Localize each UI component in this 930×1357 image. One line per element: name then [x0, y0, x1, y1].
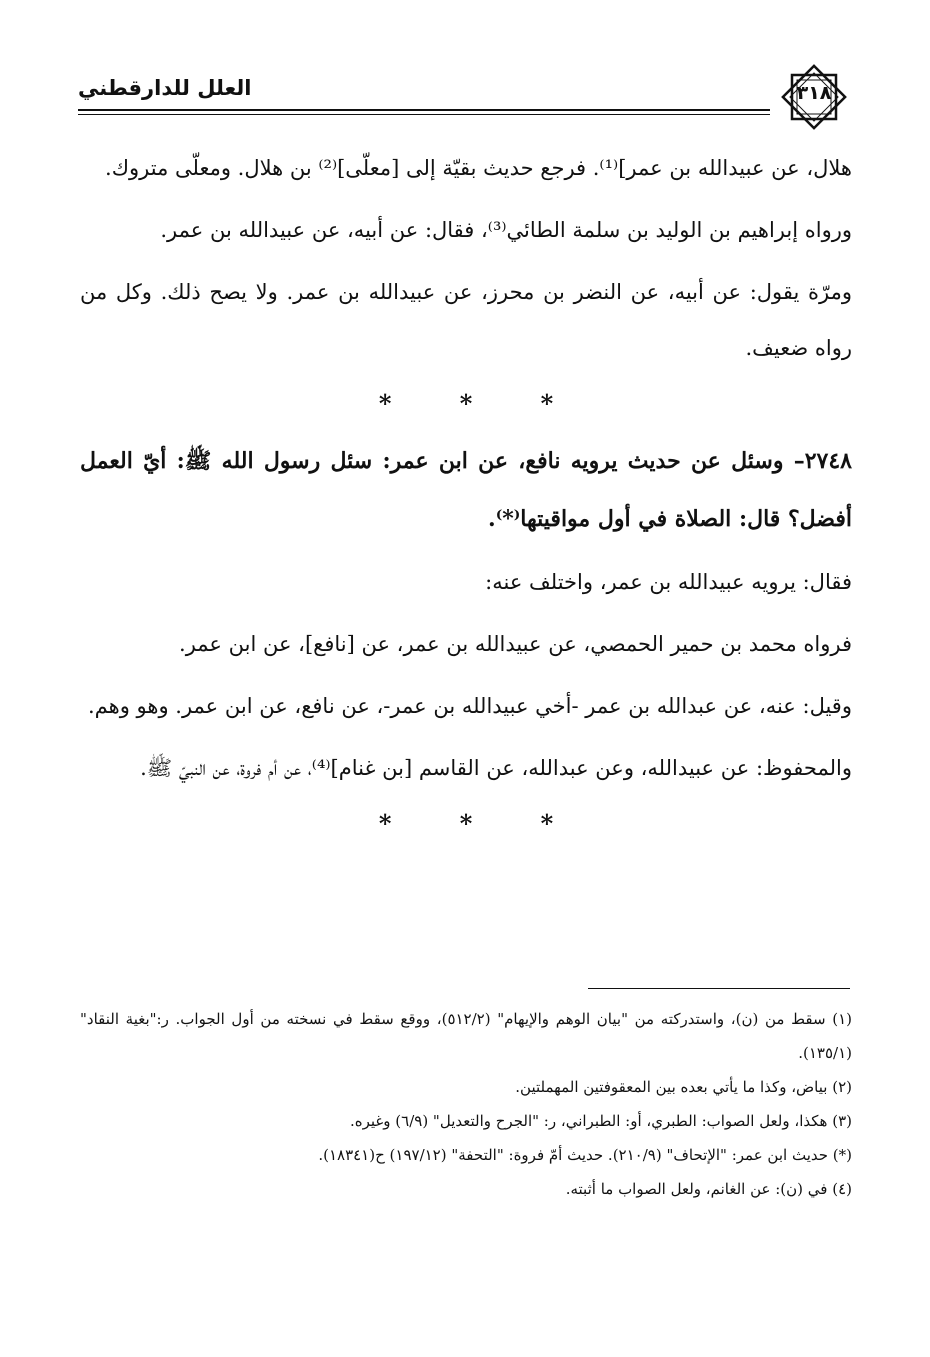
page-number: ٣١٨	[796, 82, 832, 104]
footnote: (٤) في (ن): عن الغانم، ولعل الصواب ما أثبته.	[565, 1180, 852, 1198]
paragraph: وقيل: عنه، عن عبدالله بن عمر -أخي عبيدالله بن عمر-، عن نافع، عن ابن عمر. وهو وهم.	[88, 694, 852, 718]
entry-text: وسئل عن حديث يرويه نافع، عن ابن عمر: سئل رسول الله ﷺ: أيّ العمل أفضل؟ قال: الصلاة في أول مواقيتها⁽*⁾.	[80, 448, 852, 532]
footnote: (*) حديث ابن عمر: "الإتحاف" (٢١٠/٩). حديث أمّ فروة: "التحفة" (١٩٧/١٢) ح(١٨٣٤١).	[318, 1146, 852, 1164]
entry-question	[80, 432, 852, 548]
paragraph: والمحفوظ: عن عبيدالله، وعن عبدالله، عن القاسم [بن غنام]⁽⁴⁾، عن أم فروة، عن النبيّ ﷺ.	[140, 756, 852, 780]
paragraph: هلال، عن عبيدالله بن عمر]⁽¹⁾. فرجع حديث بقيّة إلى [معلّى]⁽²⁾ بن هلال. ومعلّى متروك.	[105, 156, 852, 180]
header-rule	[78, 109, 770, 111]
paragraph: ورواه إبراهيم بن الوليد بن سلمة الطائي⁽³⁾، فقال: عن أبيه، عن عبيدالله بن عمر.	[160, 218, 852, 242]
paragraph: فقال: يرويه عبيدالله بن عمر، واختلف عنه:	[485, 570, 852, 594]
page-number-badge	[777, 62, 851, 132]
main-text	[80, 140, 852, 852]
section-divider: * * *	[378, 389, 554, 418]
footnote: (٣) هكذا، ولعل الصواب: الطبري، أو: الطبراني، ر: "الجرح والتعديل" (٦/٩) وغيره.	[350, 1112, 852, 1130]
header-rule-thin	[78, 114, 770, 115]
paragraph: ومرّة يقول: عن أبيه، عن النضر بن محرز، عن عبيدالله بن عمر. ولا يصح ذلك. وكل من رواه ضعيف.	[80, 280, 852, 360]
section-divider: * * *	[378, 809, 554, 838]
footnote: (٢) بياض، وكذا ما يأتي بعده بين المعقوفتين المهملتين.	[515, 1078, 852, 1096]
paragraph: فرواه محمد بن حمير الحمصي، عن عبيدالله بن عمر، عن [نافع]، عن ابن عمر.	[179, 632, 852, 656]
book-title: العلل للدارقطني	[78, 76, 252, 100]
footnote: (١) سقط من (ن)، واستدركته من "بيان الوهم والإيهام" (٥١٢/٢)، ووقع سقط في نسخته من أول الجواب. ر:"بغية النقاد" (١٣٥/١).	[80, 1010, 852, 1062]
page-header	[78, 62, 851, 132]
entry-number: ٢٧٤٨–	[793, 448, 852, 474]
footnotes	[80, 1002, 852, 1206]
footnote-separator	[588, 988, 850, 989]
